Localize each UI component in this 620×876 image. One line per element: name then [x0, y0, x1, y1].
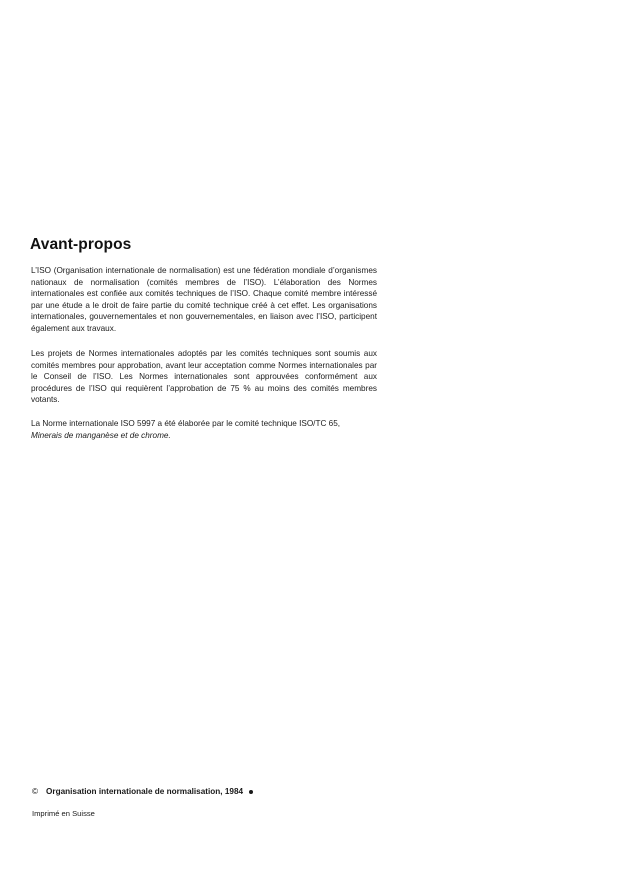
foreword-paragraph-1: L’ISO (Organisation internationale de normalisation) est une fédération mondiale d’organismes nationaux de normalisation (comités membres de l’ISO). L’élaboration des Normes internationales est confiée aux comités techniques de l’ISO. Chaque comité membre intéressé par une étude a le droit de faire partie du comité technique créé à cet effet. Les organisations internationales, gouvernementales et non gouvernementales, en liaison avec l’ISO, participent également aux travaux. [31, 266, 377, 333]
standard-statement: La Norme internationale ISO 5997 a été élaborée par le comité technique ISO/TC 65, [31, 419, 341, 428]
copyright-line [32, 787, 253, 796]
foreword-paragraph-2: Les projets de Normes internationales adoptés par les comités techniques sont soumis aux comités membres pour approbation, avant leur acceptation comme Normes internationales par le Conseil de l’ISO. Les Normes internationales sont approuvées conformément aux procédures de l’ISO qui requièrent l’approbation de 75 % au moins des comités membres votants. [31, 349, 377, 405]
committee-title: Minerais de manganèse et de chrome. [31, 430, 171, 440]
foreword-paragraph-3 [31, 418, 379, 441]
copyright-icon: © [32, 787, 39, 796]
bullet-icon [249, 790, 253, 794]
page-title: Avant-propos [30, 236, 132, 253]
copyright-text: Organisation internationale de normalisation, 1984 [46, 787, 244, 796]
printed-in-note: Imprimé en Suisse [32, 809, 95, 818]
